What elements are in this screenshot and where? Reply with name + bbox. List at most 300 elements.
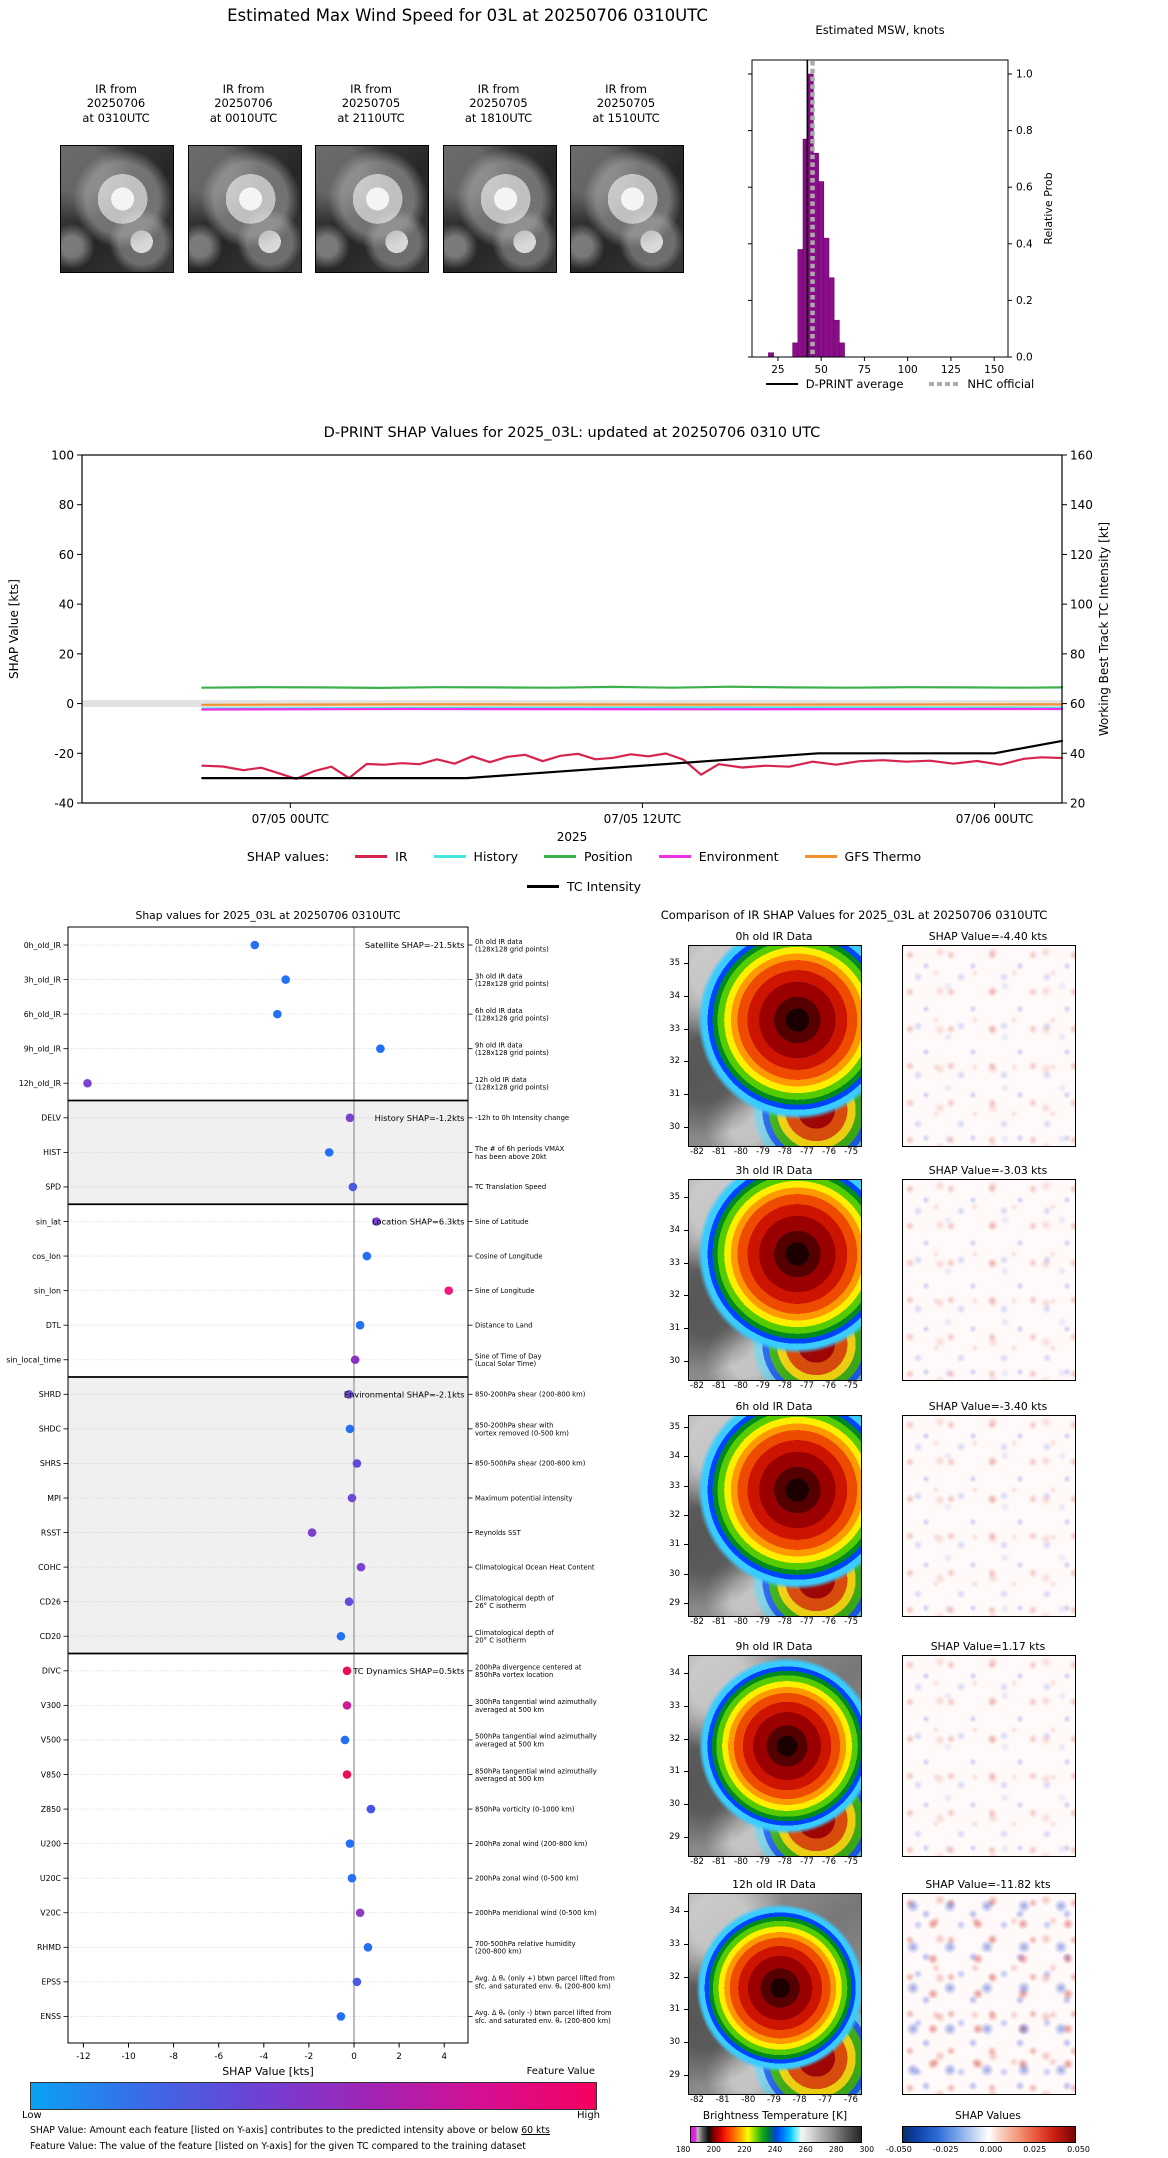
histogram-bar xyxy=(798,249,803,357)
lat-tick-label: 33 xyxy=(669,1257,680,1268)
x-tick-label: 07/05 00UTC xyxy=(251,812,330,826)
feature-label: sin_local_time xyxy=(6,1355,61,1365)
feature-description: 850-500hPa shear (200-800 km) xyxy=(475,1459,586,1468)
feature-label: sin_lon xyxy=(34,1286,61,1296)
legend-label: NHC official xyxy=(967,377,1035,391)
series-line-gfs-thermo xyxy=(202,704,1062,705)
ir-thumbnail-label xyxy=(436,82,562,125)
feature-dot xyxy=(348,1494,357,1503)
lon-tick-label: -78 xyxy=(792,2095,807,2105)
x-tick-label: 07/06 00UTC xyxy=(955,812,1034,826)
lon-tick-label: -79 xyxy=(756,1381,770,1391)
timeseries-legend-row-2 xyxy=(0,879,1168,894)
ir-map-image xyxy=(688,1655,862,1857)
x-tick-label: -2 xyxy=(304,2052,314,2062)
lat-tick-label: 33 xyxy=(669,1700,680,1711)
lat-tick-label: 35 xyxy=(669,1192,680,1202)
feature-dot xyxy=(356,1321,365,1330)
legend-line-sample xyxy=(544,855,576,858)
lon-tick-label: -80 xyxy=(734,1857,748,1867)
y-tick-label: 0.2 xyxy=(1016,294,1033,307)
ir-map-image xyxy=(688,1893,862,2095)
shap-values-colorbar-ticks xyxy=(886,2145,1090,2154)
shap-map-title: SHAP Value=-11.82 kts xyxy=(925,1878,1051,1891)
lat-tick-label: 35 xyxy=(669,1422,680,1432)
lat-tick-label: 34 xyxy=(669,990,680,1001)
page-title: Estimated Max Wind Speed for 03L at 20250706 0310UTC xyxy=(227,6,708,25)
lon-tick-label: -80 xyxy=(741,2095,756,2105)
y-tick-label: 1.0 xyxy=(1016,68,1033,81)
feature-description: averaged at 500 km xyxy=(475,1774,544,1783)
feature-description: (128x128 grid points) xyxy=(475,1049,549,1058)
ir-thumbnail-label-line: IR from xyxy=(95,82,137,96)
lat-tick-label: 31 xyxy=(669,1089,680,1100)
series-line-environment xyxy=(202,709,1062,710)
lat-tick-label: 29 xyxy=(669,1598,680,1608)
shap-map-image xyxy=(902,1893,1076,2095)
ir-thumbnail-label-line: 20250706 xyxy=(214,96,273,111)
x-tick-label: 100 xyxy=(897,364,918,376)
lat-tick-mark xyxy=(684,963,688,964)
feature-description: has been above 20kt xyxy=(475,1152,547,1161)
feature-label: 0h_old_IR xyxy=(23,940,61,950)
feature-dot xyxy=(308,1528,317,1537)
lon-tick-label: -79 xyxy=(756,1617,770,1627)
brightness-temp-colorbar-title: Brightness Temperature [K] xyxy=(702,2110,848,2122)
ir-thumbnail-image xyxy=(570,145,684,273)
feature-dot xyxy=(346,1839,355,1848)
feature-dot xyxy=(363,1252,372,1261)
lon-tick-label: -75 xyxy=(844,1857,858,1867)
lon-tick-label: -76 xyxy=(822,1147,836,1157)
feature-description: Sine of Longitude xyxy=(475,1286,535,1295)
feature-dot xyxy=(346,1425,355,1434)
shap-map-image xyxy=(902,945,1076,1147)
legend-item-environment xyxy=(659,849,779,864)
section-header: Location SHAP=6.3kts xyxy=(372,1216,465,1227)
colorbar-high-label: High xyxy=(577,2110,600,2121)
lat-tick-mark xyxy=(684,1029,688,1030)
ir-thumbnail-label xyxy=(181,82,307,125)
shap-timeseries-chart xyxy=(0,415,1168,845)
legend-line-sample xyxy=(527,885,559,888)
legend-label: GFS Thermo xyxy=(844,849,922,864)
histogram-title: Estimated MSW, knots xyxy=(815,23,945,37)
lon-tick-label: -80 xyxy=(734,1617,748,1627)
feature-description: 26° C isotherm xyxy=(475,1602,527,1611)
lat-tick-mark xyxy=(684,2009,688,2010)
lat-tick-label: 34 xyxy=(669,1451,680,1462)
legend-line-sample xyxy=(805,855,837,858)
lat-tick-label: 33 xyxy=(669,1023,680,1034)
feature-description: (128x128 grid points) xyxy=(475,1014,549,1023)
feature-label: V850 xyxy=(40,1770,61,1780)
legend-label: Position xyxy=(584,849,633,864)
lat-tick-label: 30 xyxy=(669,1122,680,1132)
feature-dot xyxy=(348,1874,357,1883)
feature-dot xyxy=(273,1010,282,1019)
lat-tick-mark xyxy=(684,1127,688,1128)
series-line-tc-intensity xyxy=(202,741,1062,778)
lon-tick-label: -77 xyxy=(818,2095,833,2105)
lat-tick-label: 30 xyxy=(669,1568,680,1579)
timeseries-title: D-PRINT SHAP Values for 2025_03L: updated at 20250706 0310 UTC xyxy=(323,425,821,441)
feature-description: 6h old IR data xyxy=(475,1006,523,1015)
lon-tick-label: -81 xyxy=(715,2095,730,2105)
x-tick-label: 125 xyxy=(940,364,961,376)
feature-dot xyxy=(353,1978,362,1987)
feature-description: 300hPa tangential wind azimuthally xyxy=(475,1698,597,1707)
feature-dot xyxy=(250,941,259,950)
feature-dot xyxy=(351,1355,360,1364)
lat-tick-label: 31 xyxy=(669,2004,680,2015)
lat-tick-mark xyxy=(684,1673,688,1674)
lat-tick-label: 30 xyxy=(669,1356,680,1366)
lat-tick-label: 33 xyxy=(669,1480,680,1491)
x-tick-label: -12 xyxy=(76,2052,91,2062)
feature-dot xyxy=(325,1148,334,1157)
y-tick-right-label: 140 xyxy=(1070,498,1093,513)
lat-tick-label: 33 xyxy=(669,1938,680,1949)
ir-thumbnail-label xyxy=(308,82,434,125)
feature-label: RSST xyxy=(40,1528,61,1538)
lat-tick-mark xyxy=(684,1574,688,1575)
shap-values-colorbar xyxy=(902,2126,1076,2143)
feature-label: sin_lat xyxy=(35,1217,61,1227)
lon-tick-label: -80 xyxy=(734,1381,748,1391)
feature-dot xyxy=(349,1183,358,1192)
bt-colorbar-tick-label: 300 xyxy=(859,2145,874,2154)
feature-dot xyxy=(337,1632,346,1641)
lat-tick-mark xyxy=(684,1295,688,1296)
lat-tick-label: 32 xyxy=(669,1510,680,1520)
y-tick-right-label: 60 xyxy=(1070,697,1086,712)
y-tick-left-label: 0 xyxy=(66,697,74,712)
lat-tick-label: 31 xyxy=(669,1766,680,1777)
shap-map-image xyxy=(902,1655,1076,1857)
lat-tick-label: 32 xyxy=(669,1056,680,1067)
feature-label: U200 xyxy=(40,1839,61,1849)
feature-dot xyxy=(345,1597,354,1606)
y-tick-right-label: 80 xyxy=(1070,647,1086,662)
feature-description: 3h old IR data xyxy=(475,972,523,981)
feature-description: averaged at 500 km xyxy=(475,1740,544,1749)
feature-description: TC Translation Speed xyxy=(475,1183,547,1192)
y-tick-label: 0.4 xyxy=(1016,238,1033,251)
dotplot-xlabel: SHAP Value [kts] xyxy=(222,2065,314,2078)
bt-colorbar-tick-label: 240 xyxy=(767,2145,783,2154)
legend-item-ir xyxy=(355,849,407,864)
legend-label: IR xyxy=(395,849,408,864)
feature-label: 12h_old_IR xyxy=(18,1079,61,1089)
lon-tick-label: -81 xyxy=(712,1381,726,1391)
lon-tick-label: -82 xyxy=(690,1617,704,1627)
legend-label: Environment xyxy=(698,849,779,864)
legend-line-sample xyxy=(434,855,466,858)
lat-tick-label: 34 xyxy=(669,1906,680,1916)
x-tick-label: 4 xyxy=(441,2052,448,2062)
feature-description: 200hPa zonal wind (200-800 km) xyxy=(475,1839,588,1848)
lon-tick-label: -77 xyxy=(800,1147,814,1157)
lon-tick-labels xyxy=(688,1857,860,1867)
lon-tick-label: -78 xyxy=(778,1857,792,1867)
ir-thumbnail-label-line: IR from xyxy=(222,82,265,96)
feature-label: DELV xyxy=(41,1113,61,1123)
ir-thumbnail-image xyxy=(315,145,429,273)
feature-description: 850hPa vorticity (0-1000 km) xyxy=(475,1805,575,1814)
feature-description: 12h old IR data xyxy=(475,1076,527,1085)
lat-tick-mark xyxy=(684,1603,688,1604)
histogram-bar xyxy=(824,238,829,357)
feature-label: SHRS xyxy=(39,1459,61,1469)
legend-item-gfs-thermo xyxy=(805,849,922,864)
section-background xyxy=(68,1654,468,2043)
bt-colorbar-tick-label: 200 xyxy=(706,2145,721,2154)
feature-label: RHMD xyxy=(36,1943,61,1953)
histogram-bar xyxy=(793,343,798,357)
y-tick-left-label: 40 xyxy=(58,597,74,612)
x-tick-label: 07/05 12UTC xyxy=(603,812,682,826)
feature-dot xyxy=(444,1286,453,1295)
histogram-bar xyxy=(819,182,824,357)
lat-tick-mark xyxy=(684,1739,688,1740)
lon-tick-label: -80 xyxy=(734,1147,748,1157)
footnote-underlined: 60 kts xyxy=(521,2125,550,2136)
feature-description: sfc. and saturated env. θₑ (200-800 km) xyxy=(475,1982,611,1991)
feature-description: Climatological depth of xyxy=(475,1629,554,1638)
ir-data-title: 3h old IR Data xyxy=(735,1164,813,1177)
feature-label: CD20 xyxy=(39,1632,61,1642)
ir-data-title: 12h old IR Data xyxy=(732,1878,816,1891)
lat-tick-label: 29 xyxy=(669,1832,680,1842)
x-tick-label: 2 xyxy=(396,2052,402,2062)
y-tick-right-label: 20 xyxy=(1070,796,1086,811)
timeseries-ylabel-left: SHAP Value [kts] xyxy=(7,579,21,679)
ir-thumbnail-label-line: 20250705 xyxy=(596,96,656,111)
lon-tick-label: -75 xyxy=(844,1147,858,1157)
legend-prefix: SHAP values: xyxy=(246,849,330,864)
lat-tick-label: 32 xyxy=(669,1733,680,1744)
lat-tick-label: 30 xyxy=(669,2037,680,2048)
lon-tick-label: -78 xyxy=(778,1147,792,1157)
lon-tick-label: -79 xyxy=(756,1857,770,1867)
ir-thumbnail-label-line: at 1510UTC xyxy=(592,110,660,125)
lat-tick-mark xyxy=(684,2042,688,2043)
feature-description: 500hPa tangential wind azimuthally xyxy=(475,1732,597,1741)
feature-label: DIVC xyxy=(41,1666,61,1676)
feature-label: COHC xyxy=(38,1562,61,1572)
lat-tick-mark xyxy=(684,1804,688,1805)
legend-label: History xyxy=(473,849,519,864)
lat-tick-mark xyxy=(684,1061,688,1062)
y-tick-left-label: 80 xyxy=(58,498,74,513)
y-tick-left-label: 60 xyxy=(58,547,74,562)
feature-description: Climatological depth of xyxy=(475,1594,554,1603)
feature-label: SHRD xyxy=(38,1390,61,1400)
x-tick-label: -8 xyxy=(169,2052,178,2062)
y-tick-left-label: -40 xyxy=(54,796,74,811)
feature-description: (128x128 grid points) xyxy=(475,979,549,988)
x-tick-label: 50 xyxy=(814,364,828,376)
shap-colorbar-tick-label: -0.050 xyxy=(886,2145,912,2154)
feature-description: Maximum potential intensity xyxy=(475,1494,573,1503)
feature-dot xyxy=(346,1114,355,1123)
ir-thumbnail-label xyxy=(563,82,689,125)
feature-dot xyxy=(281,975,290,984)
shap-colorbar-tick-label: 0.050 xyxy=(1067,2145,1090,2154)
feature-description: Avg. Δ θₑ (only -) btwn parcel lifted from xyxy=(475,2009,612,2018)
shap-colorbar-tick-label: 0.025 xyxy=(1023,2145,1047,2154)
lon-tick-label: -81 xyxy=(712,1857,726,1867)
feature-description: averaged at 500 km xyxy=(475,1705,544,1714)
lat-tick-label: 30 xyxy=(669,1799,680,1810)
feature-dot xyxy=(356,1908,365,1917)
ir-thumbnail-label-line: IR from xyxy=(477,82,520,96)
lat-tick-label: 32 xyxy=(669,1290,680,1301)
timeseries-ylabel-right: Working Best Track TC Intensity [kt] xyxy=(1097,521,1111,737)
lat-tick-label: 31 xyxy=(669,1539,680,1550)
feature-description: (Local Solar Time) xyxy=(475,1360,537,1369)
msw-histogram-chart xyxy=(690,18,1120,413)
section-header: TC Dynamics SHAP=0.5kts xyxy=(353,1665,465,1676)
section-header: Satellite SHAP=-21.5kts xyxy=(364,940,465,950)
histogram-legend xyxy=(660,377,1140,391)
feature-description: 0h old IR data xyxy=(475,937,523,946)
feature-description: 850-200hPa shear (200-800 km) xyxy=(475,1390,586,1399)
histogram-bar xyxy=(768,353,773,357)
lat-tick-mark xyxy=(684,1911,688,1912)
lon-tick-label: -82 xyxy=(690,2095,704,2105)
lat-tick-label: 29 xyxy=(669,2070,680,2080)
lat-tick-label: 34 xyxy=(669,1224,680,1235)
lat-tick-mark xyxy=(684,1456,688,1457)
feature-description: 200hPa meridional wind (0-500 km) xyxy=(475,1909,597,1918)
shap-map-image xyxy=(902,1415,1076,1617)
shap-dotplot-chart xyxy=(0,905,660,2158)
lon-tick-label: -76 xyxy=(822,1617,836,1627)
shap-map-title: SHAP Value=-3.03 kts xyxy=(928,1164,1048,1177)
legend-dotted-sample xyxy=(929,382,959,387)
footnote-text: Amount each feature [listed on Y-axis] contributes to the predicted intensity above or below xyxy=(86,2125,522,2136)
section-header: History SHAP=-1.2kts xyxy=(374,1112,465,1123)
x-tick-label: -6 xyxy=(214,2052,224,2062)
ir-data-title: 0h old IR Data xyxy=(735,930,813,943)
shap-map-title: SHAP Value=-4.40 kts xyxy=(928,930,1048,943)
feature-description: Cosine of Longitude xyxy=(475,1252,543,1261)
ir-thumbnail-image xyxy=(188,145,302,273)
feature-dot xyxy=(353,1459,362,1468)
bt-colorbar-tick-label: 220 xyxy=(737,2145,752,2154)
feature-dot xyxy=(343,1701,352,1710)
brightness-temp-colorbar xyxy=(690,2126,862,2143)
feature-dot xyxy=(357,1563,366,1572)
histogram-ylabel: Relative Prob xyxy=(1042,172,1055,245)
x-tick-label: 25 xyxy=(771,364,785,376)
lon-tick-label: -76 xyxy=(822,1857,836,1867)
lat-tick-label: 34 xyxy=(669,1668,680,1678)
legend-label: D-PRINT average xyxy=(805,377,904,391)
feature-label: SPD xyxy=(45,1182,61,1192)
shap-map-title: SHAP Value=-3.40 kts xyxy=(928,1400,1048,1413)
y-tick-right-label: 40 xyxy=(1070,746,1086,761)
feature-description: Sine of Latitude xyxy=(475,1217,529,1226)
legend-item-position xyxy=(544,849,633,864)
lat-tick-mark xyxy=(684,1427,688,1428)
y-tick-label: 0.8 xyxy=(1016,125,1033,138)
ir-thumbnail-label-line: at 1810UTC xyxy=(464,110,533,125)
lon-tick-label: -78 xyxy=(778,1381,792,1391)
feature-dot xyxy=(367,1805,376,1814)
ir-map-image xyxy=(688,1415,862,1617)
legend-line-sample xyxy=(659,855,691,858)
section-background xyxy=(68,1377,468,1654)
feature-description: Sine of Time of Day xyxy=(475,1352,542,1361)
feature-description: Climatological Ocean Heat Content xyxy=(475,1563,595,1572)
legend-label: TC Intensity xyxy=(566,879,641,894)
feature-description: 700-500hPa relative humidity xyxy=(475,1940,576,1949)
feature-description: (128x128 grid points) xyxy=(475,945,549,954)
y-tick-right-label: 120 xyxy=(1070,547,1093,562)
feature-dot xyxy=(364,1943,373,1952)
feature-description: 850-200hPa shear with xyxy=(475,1421,554,1430)
series-line-position xyxy=(202,687,1062,688)
legend-item-nhc-official xyxy=(929,377,1034,391)
x-tick-label: 150 xyxy=(984,364,1005,376)
footnote-text: The value of the feature [listed on Y-axis] for the given TC compared to the training dataset xyxy=(96,2141,526,2152)
feature-label: 6h_old_IR xyxy=(23,1009,61,1019)
lat-tick-mark xyxy=(684,1515,688,1516)
lat-tick-label: 35 xyxy=(669,958,680,968)
legend-line-sample xyxy=(766,383,798,385)
ir-thumbnail-label-line: IR from xyxy=(605,82,647,96)
feature-label: MPI xyxy=(47,1493,61,1503)
lat-tick-mark xyxy=(684,1837,688,1838)
bt-colorbar-tick-label: 280 xyxy=(829,2145,844,2154)
comparison-title: Comparison of IR SHAP Values for 2025_03L at 20250706 0310UTC xyxy=(660,908,1048,922)
histogram-bar xyxy=(829,278,834,357)
shap-colorbar-tick-label: 0.000 xyxy=(979,2145,1003,2154)
lat-tick-label: 32 xyxy=(669,1971,680,1982)
feature-dot xyxy=(337,2012,346,2021)
lon-tick-label: -82 xyxy=(690,1381,704,1391)
feature-label: 9h_old_IR xyxy=(23,1044,61,1054)
feature-description: 200hPa divergence centered at xyxy=(475,1663,582,1672)
bt-colorbar-tick-label: 260 xyxy=(798,2145,813,2154)
feature-description: 20° C isotherm xyxy=(475,1636,527,1645)
legend-item-tc-intensity xyxy=(527,879,641,894)
ir-thumbnail-label-line: 20250705 xyxy=(341,96,401,111)
histogram-bar xyxy=(834,320,839,357)
feature-label: 3h_old_IR xyxy=(23,975,61,985)
lon-tick-label: -77 xyxy=(800,1857,814,1867)
lon-tick-label: -75 xyxy=(844,1381,858,1391)
feature-dot xyxy=(341,1736,350,1745)
feature-value-colorbar-title: Feature Value xyxy=(526,2066,595,2077)
ir-thumbnail-label-line: 20250706 xyxy=(86,96,146,111)
feature-label: V300 xyxy=(40,1701,61,1711)
feature-description: -12h to 0h Intensity change xyxy=(475,1114,570,1123)
feature-description: vortex removed (0-500 km) xyxy=(475,1429,569,1438)
colorbar-low-label: Low xyxy=(22,2110,42,2121)
timeseries-xlabel: 2025 xyxy=(556,830,588,844)
y-tick-right-label: 100 xyxy=(1070,597,1093,612)
feature-description: (200-800 km) xyxy=(475,1947,522,1956)
lat-tick-mark xyxy=(684,1771,688,1772)
feature-label: cos_lon xyxy=(32,1251,61,1261)
lat-tick-mark xyxy=(684,1197,688,1198)
histogram-plot-border xyxy=(752,60,1008,357)
lat-tick-mark xyxy=(684,1944,688,1945)
